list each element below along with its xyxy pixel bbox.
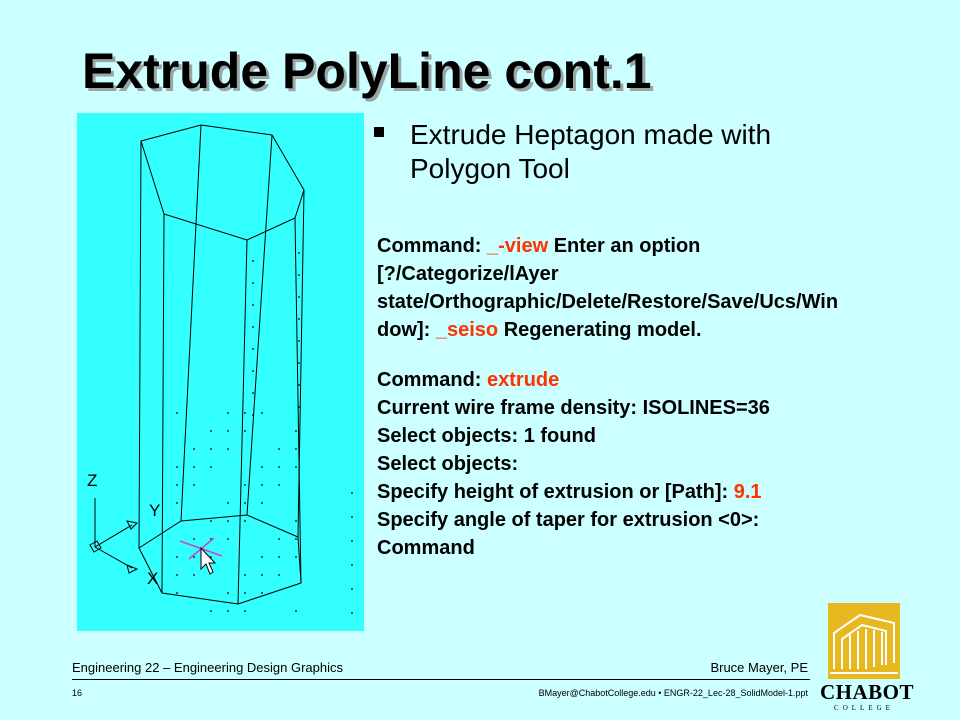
isoline-dot [210, 466, 212, 468]
isoline-dot [210, 430, 212, 432]
footer-file: BMayer@ChabotCollege.edu • ENGR-22_Lec-28_SolidModel-1.ppt [538, 688, 808, 698]
isoline-dot [227, 610, 229, 612]
isoline-dot [176, 556, 178, 558]
command-log-line [377, 366, 937, 394]
isoline-dot [252, 260, 254, 262]
footer-course: Engineering 22 – Engineering Design Graphics [72, 660, 344, 675]
command-text: Select objects: [377, 453, 519, 475]
isoline-dot [227, 448, 229, 450]
isoline-dot [278, 466, 280, 468]
command-text: Regenerating model. [498, 319, 702, 341]
command-text: Specify height of extrusion or [Path]: [377, 481, 734, 503]
x-axis-label: X [147, 569, 159, 588]
isoline-dot [298, 274, 300, 276]
command-log-line [377, 422, 937, 450]
isoline-dot [176, 502, 178, 504]
z-axis-label: Z [87, 471, 98, 490]
command-text: Command: [377, 369, 487, 391]
command-text: Current wire frame density: ISOLINES=36 [377, 397, 770, 419]
isoline-dot [227, 430, 229, 432]
isoline-dot [244, 502, 246, 504]
isoline-dot [193, 556, 195, 558]
isoline-dot [252, 392, 254, 394]
isoline-dot [227, 412, 229, 414]
isoline-dot [351, 540, 353, 542]
command-text: Command [377, 537, 475, 559]
command-input-highlight: _seiso [435, 319, 499, 341]
command-input-highlight: _-view [487, 235, 549, 257]
logo-subtitle: COLLEGE [834, 704, 894, 712]
isoline-dot [298, 318, 300, 320]
command-text: [?/Categorize/lAyer [377, 263, 559, 285]
isoline-dot [261, 574, 263, 576]
command-log-line [377, 232, 937, 260]
isoline-dot [193, 538, 195, 540]
isoline-dot [278, 538, 280, 540]
isoline-dot [227, 592, 229, 594]
isoline-dot [176, 484, 178, 486]
isoline-dot [244, 484, 246, 486]
isoline-dot [351, 588, 353, 590]
command-log-line [377, 534, 937, 562]
bullet-text: Extrude Heptagon made with Polygon Tool [410, 119, 772, 184]
isoline-dot [244, 430, 246, 432]
isoline-dot [295, 556, 297, 558]
command-text: state/Orthographic/Delete/Restore/Save/Ucs/Win [377, 291, 839, 313]
isoline-dot [210, 520, 212, 522]
command-input-highlight: extrude [487, 369, 560, 391]
isoline-dot [244, 520, 246, 522]
isoline-dot [244, 592, 246, 594]
isoline-dot [295, 610, 297, 612]
isoline-dot [278, 448, 280, 450]
isoline-dot [298, 406, 300, 408]
isoline-dot [176, 592, 178, 594]
isoline-dot [351, 492, 353, 494]
footer-divider [72, 679, 810, 680]
isoline-dot [193, 466, 195, 468]
isoline-dot [278, 484, 280, 486]
isoline-dot [261, 556, 263, 558]
isoline-dot [210, 610, 212, 612]
command-log-line [377, 316, 937, 344]
command-log-line [377, 260, 937, 288]
isoline-dot [176, 574, 178, 576]
command-log-line [377, 478, 937, 506]
isoline-dot [193, 574, 195, 576]
isoline-dot [244, 610, 246, 612]
isoline-dot [252, 282, 254, 284]
command-text: Command: [377, 235, 487, 257]
ucs-axis-icon [90, 498, 137, 573]
slide-title: Extrude PolyLine cont.1 [82, 43, 652, 99]
isoline-dot [252, 304, 254, 306]
footer-author: Bruce Mayer, PE [710, 660, 808, 675]
isoline-dot [295, 466, 297, 468]
isoline-dot [227, 520, 229, 522]
isoline-dot [298, 362, 300, 364]
command-log-line [377, 506, 937, 534]
command-input-highlight: 9.1 [733, 481, 762, 503]
logo-wordmark: CHABOT [820, 680, 915, 704]
command-text: dow]: [377, 319, 436, 341]
command-log-line [377, 450, 937, 478]
y-axis-label: Y [149, 501, 161, 520]
isoline-dot [193, 484, 195, 486]
isoline-dot [252, 414, 254, 416]
command-log-spacer [377, 344, 937, 366]
isoline-dot [278, 556, 280, 558]
isoline-dot [261, 466, 263, 468]
isoline-dot [227, 538, 229, 540]
isoline-dot [252, 348, 254, 350]
isoline-dot [176, 466, 178, 468]
isoline-dot [252, 326, 254, 328]
command-log-line [377, 288, 937, 316]
isoline-dot [298, 340, 300, 342]
isoline-dot [295, 520, 297, 522]
isoline-dot [298, 384, 300, 386]
command-text: Enter an option [548, 235, 701, 257]
isoline-dot [295, 430, 297, 432]
isoline-dot [261, 592, 263, 594]
isoline-dot [278, 574, 280, 576]
command-log-line [377, 394, 937, 422]
square-bullet-icon [374, 127, 384, 137]
isoline-dot [261, 502, 263, 504]
isoline-dot [193, 448, 195, 450]
isoline-dot [298, 252, 300, 254]
isoline-dot [252, 370, 254, 372]
isoline-dot [210, 448, 212, 450]
isoline-dot [351, 516, 353, 518]
isoline-dot [351, 564, 353, 566]
isoline-dot [176, 412, 178, 414]
isoline-dot [261, 412, 263, 414]
isoline-dot [298, 296, 300, 298]
isoline-dot [261, 484, 263, 486]
command-log [377, 232, 937, 562]
isoline-dot [244, 574, 246, 576]
mouse-pointer-icon [201, 548, 215, 574]
extruded-heptagon-wireframe [77, 113, 364, 631]
page-number: 16 [72, 688, 83, 698]
command-text: Specify angle of taper for extrusion <0>: [377, 509, 760, 531]
isoline-dot [244, 412, 246, 414]
top-heptagon [141, 125, 304, 240]
isoline-dot [295, 538, 297, 540]
command-text: Select objects: 1 found [377, 425, 596, 447]
cad-viewport[interactable] [77, 113, 364, 631]
isoline-dot [227, 502, 229, 504]
bottom-heptagon [139, 515, 301, 604]
isoline-dot [295, 448, 297, 450]
isoline-dot [351, 612, 353, 614]
